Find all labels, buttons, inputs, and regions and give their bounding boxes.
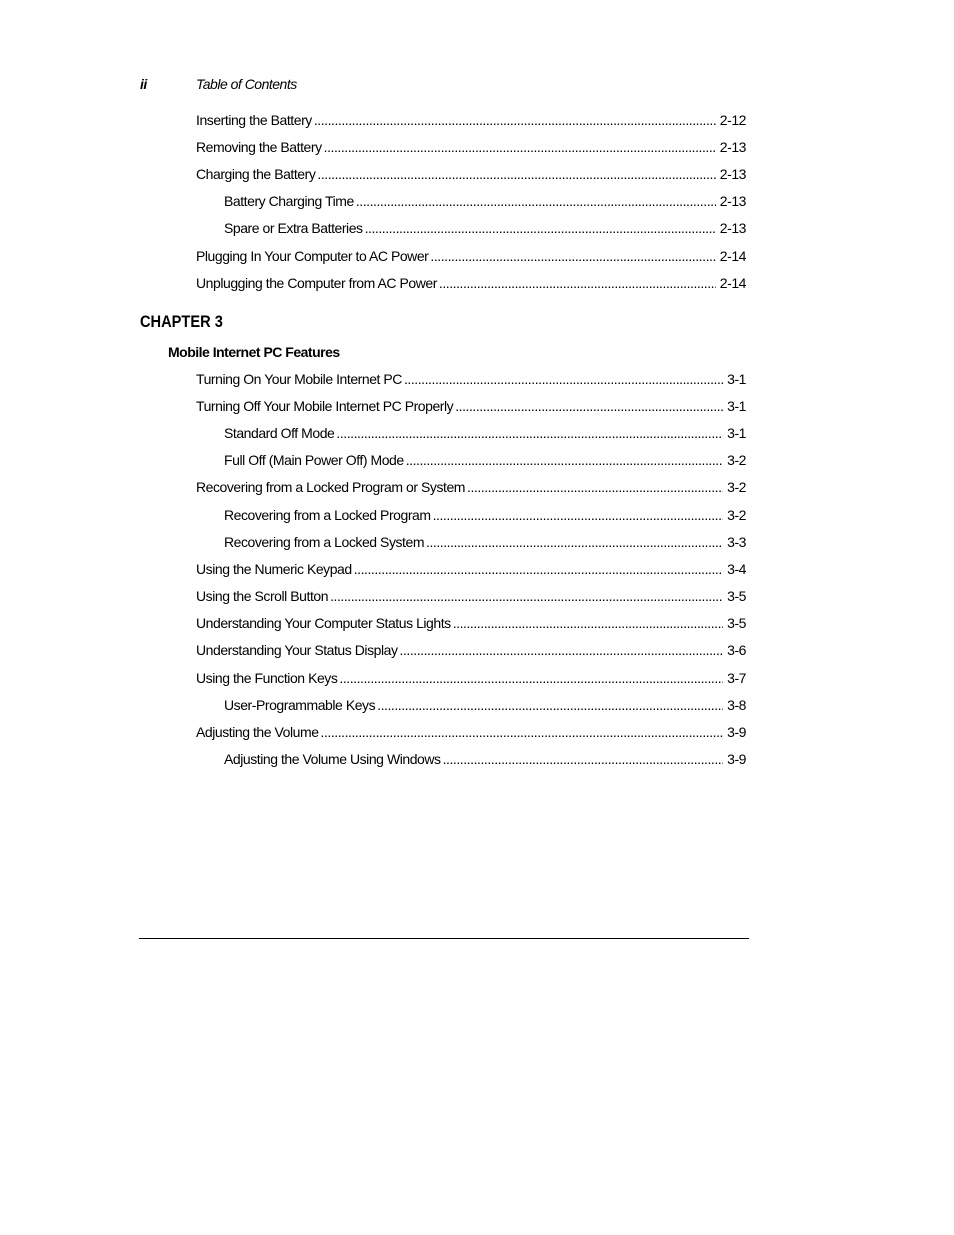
toc-entry-page: 3-2 bbox=[727, 479, 746, 496]
footer-rule bbox=[139, 938, 749, 939]
toc-subentry-title: Standard Off Mode bbox=[224, 424, 335, 441]
dot-leader bbox=[322, 134, 716, 161]
dot-leader bbox=[398, 637, 724, 664]
dot-leader bbox=[453, 393, 723, 420]
toc-entry[interactable] bbox=[196, 719, 746, 746]
toc-entry-title: Charging the Battery bbox=[196, 165, 316, 182]
toc-entry-page: 3-6 bbox=[727, 642, 746, 659]
dot-leader bbox=[402, 366, 723, 393]
toc-entry[interactable] bbox=[196, 107, 746, 134]
dot-leader bbox=[334, 420, 723, 447]
toc-subentry[interactable] bbox=[224, 529, 746, 556]
toc-subentry[interactable] bbox=[224, 215, 746, 242]
toc-entry-page: 3-7 bbox=[727, 669, 746, 686]
dot-leader bbox=[315, 161, 715, 188]
toc-subentry-page: 2-13 bbox=[719, 220, 746, 237]
toc-chapter-list bbox=[196, 366, 746, 774]
toc-subentry-title: User-Programmable Keys bbox=[224, 696, 376, 713]
toc-subentry-title: Full Off (Main Power Off) Mode bbox=[224, 452, 404, 469]
toc-entry[interactable] bbox=[196, 270, 746, 297]
running-title: Table of Contents bbox=[196, 76, 297, 92]
toc-entry-title: Turning Off Your Mobile Internet PC Properly bbox=[196, 397, 454, 414]
toc-entry-page: 2-14 bbox=[719, 274, 746, 291]
page-number: ii bbox=[140, 76, 147, 92]
toc-subentry-title: Spare or Extra Batteries bbox=[224, 220, 363, 237]
toc-subentry[interactable] bbox=[224, 746, 746, 773]
toc-entry-title: Recovering from a Locked Program or System bbox=[196, 479, 465, 496]
toc-entry-page: 2-13 bbox=[719, 165, 746, 182]
toc-entry-page: 2-12 bbox=[719, 111, 746, 128]
dot-leader bbox=[354, 188, 716, 215]
toc-subentry-page: 2-13 bbox=[719, 193, 746, 210]
toc-entry-title: Using the Scroll Button bbox=[196, 588, 329, 605]
toc-entry[interactable] bbox=[196, 366, 746, 393]
toc-entry-title: Plugging In Your Computer to AC Power bbox=[196, 247, 429, 264]
toc-subentry[interactable] bbox=[224, 447, 746, 474]
dot-leader bbox=[375, 692, 723, 719]
toc-entry-page: 3-1 bbox=[727, 370, 746, 387]
toc-subentry-title: Battery Charging Time bbox=[224, 193, 354, 210]
toc-subentry-page: 3-2 bbox=[727, 452, 746, 469]
toc-continued-list bbox=[196, 107, 746, 297]
dot-leader bbox=[424, 529, 723, 556]
toc-entry[interactable] bbox=[196, 474, 746, 501]
toc-subentry-page: 3-9 bbox=[727, 751, 746, 768]
toc-subentry-page: 3-3 bbox=[727, 533, 746, 550]
dot-leader bbox=[337, 665, 723, 692]
dot-leader bbox=[352, 556, 723, 583]
toc-subentry-page: 3-8 bbox=[727, 696, 746, 713]
running-header bbox=[0, 74, 954, 94]
dot-leader bbox=[404, 447, 723, 474]
toc-entry[interactable] bbox=[196, 583, 746, 610]
toc-entry[interactable] bbox=[196, 243, 746, 270]
dot-leader bbox=[437, 270, 716, 297]
toc-entry[interactable] bbox=[196, 665, 746, 692]
toc-entry-title: Using the Numeric Keypad bbox=[196, 560, 352, 577]
toc-entry-title: Understanding Your Computer Status Lights bbox=[196, 615, 451, 632]
toc-subentry-title: Recovering from a Locked System bbox=[224, 533, 425, 550]
toc-subentry[interactable] bbox=[224, 502, 746, 529]
toc-entry-title: Adjusting the Volume bbox=[196, 724, 319, 741]
dot-leader bbox=[328, 583, 723, 610]
dot-leader bbox=[451, 610, 723, 637]
toc-subentry-page: 3-1 bbox=[727, 424, 746, 441]
dot-leader bbox=[428, 243, 715, 270]
toc-subentry[interactable] bbox=[224, 420, 746, 447]
toc-subentry[interactable] bbox=[224, 188, 746, 215]
dot-leader bbox=[465, 474, 723, 501]
toc-entry[interactable] bbox=[196, 393, 746, 420]
toc-entry[interactable] bbox=[196, 637, 746, 664]
toc-entry-title: Understanding Your Status Display bbox=[196, 642, 398, 659]
toc-entry-title: Inserting the Battery bbox=[196, 111, 312, 128]
toc-entry[interactable] bbox=[196, 610, 746, 637]
chapter-title[interactable]: Mobile Internet PC Features bbox=[168, 344, 340, 361]
chapter-heading: CHAPTER 3 bbox=[140, 312, 223, 332]
toc-entry-page: 3-1 bbox=[727, 397, 746, 414]
toc-entry[interactable] bbox=[196, 134, 746, 161]
toc-subentry[interactable] bbox=[224, 692, 746, 719]
toc-entry-title: Turning On Your Mobile Internet PC bbox=[196, 370, 402, 387]
toc-entry-page: 2-13 bbox=[719, 138, 746, 155]
toc-subentry-page: 3-2 bbox=[727, 506, 746, 523]
toc-entry-page: 3-5 bbox=[727, 588, 746, 605]
toc-entry-page: 2-14 bbox=[719, 247, 746, 264]
toc-subentry-title: Adjusting the Volume Using Windows bbox=[224, 751, 441, 768]
toc-entry-title: Using the Function Keys bbox=[196, 669, 338, 686]
toc-entry[interactable] bbox=[196, 161, 746, 188]
toc-subentry-title: Recovering from a Locked Program bbox=[224, 506, 431, 523]
toc-entry-page: 3-5 bbox=[727, 615, 746, 632]
dot-leader bbox=[441, 746, 724, 773]
dot-leader bbox=[319, 719, 724, 746]
toc-entry-title: Removing the Battery bbox=[196, 138, 322, 155]
toc-entry-page: 3-9 bbox=[727, 724, 746, 741]
dot-leader bbox=[312, 107, 716, 134]
dot-leader bbox=[363, 215, 716, 242]
toc-entry[interactable] bbox=[196, 556, 746, 583]
dot-leader bbox=[431, 502, 724, 529]
toc-entry-page: 3-4 bbox=[727, 560, 746, 577]
toc-entry-title: Unplugging the Computer from AC Power bbox=[196, 274, 437, 291]
